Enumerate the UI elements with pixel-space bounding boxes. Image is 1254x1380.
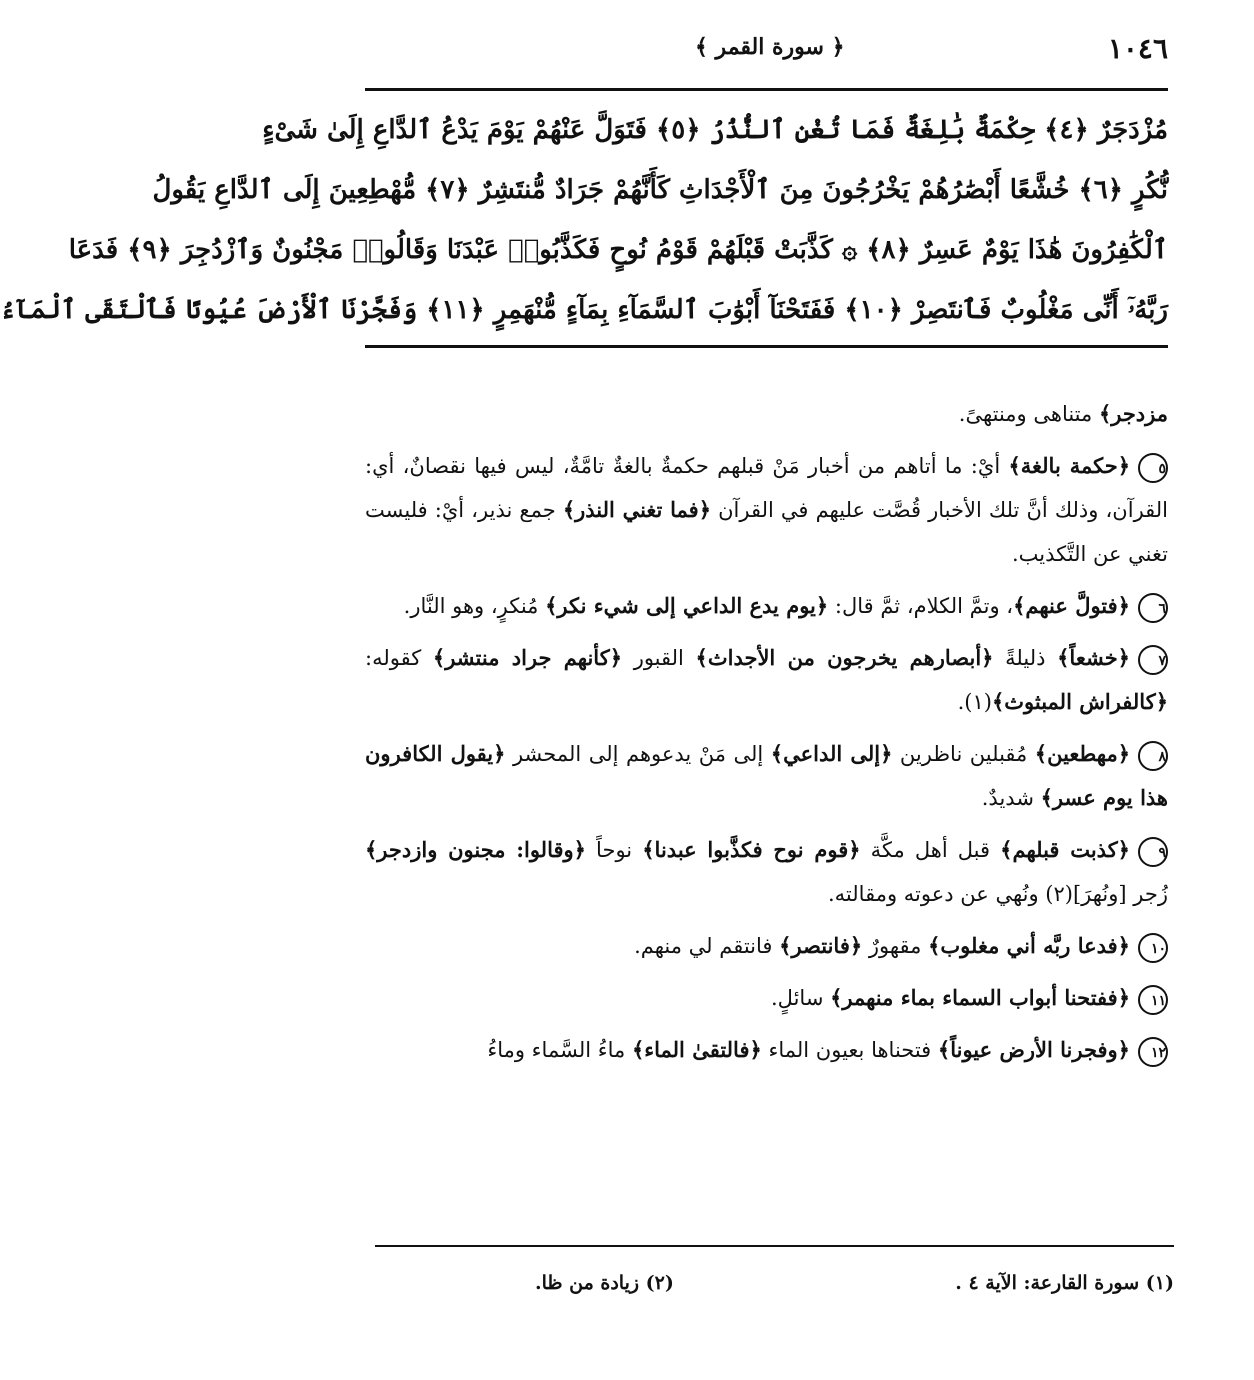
quoted-phrase: ﴿كذبت قبلهم﴾ <box>1000 837 1130 862</box>
quoted-phrase: ﴿فالتقىٰ الماء﴾ <box>631 1037 762 1062</box>
commentary-text: متناهى ومنتهىً. <box>958 402 1099 426</box>
quran-line: نُّكُرٍ ﴿٦﴾ خُشَّعًا أَبْصَٰرُهُمْ يَخْرُجُونَ مِنَ ٱلْأَجْدَاثِ كَأَنَّهُمْ جَرَادٌ مُّنتَشِرٌ ﴿٧﴾ مُّهْطِعِينَ إِلَى ٱلدَّاعِ يَقُولُ <box>152 175 1168 205</box>
tafsir-commentary <box>365 392 1168 1080</box>
verse-number-badge: ١٠ <box>1138 933 1168 963</box>
quoted-phrase: ﴿حكمة بالغة﴾ <box>1008 453 1130 478</box>
commentary-text: فانتقم لي منهم. <box>634 934 780 958</box>
tafsir-paragraph <box>365 1028 1168 1072</box>
commentary-text: مقهورٌ <box>862 934 929 958</box>
commentary-text: شديدٌ. <box>981 786 1041 810</box>
middle-divider <box>365 345 1168 348</box>
tafsir-paragraph <box>365 636 1168 724</box>
quoted-phrase: ﴿وفجرنا الأرض عيوناً﴾ <box>937 1037 1130 1062</box>
commentary-text: نوحاً <box>585 838 643 862</box>
verse-number-badge: ٥ <box>1138 453 1168 483</box>
commentary-text: ذليلةً <box>993 646 1058 670</box>
verse-number-badge: ٧ <box>1138 645 1168 675</box>
quoted-phrase: ﴿فتولَّ عنهم﴾ <box>1013 593 1130 618</box>
verse-number-badge: ٩ <box>1138 837 1168 867</box>
quoted-phrase: ﴿مهطعين﴾ <box>1034 741 1131 766</box>
quoted-phrase: ﴿فما تغني النذر﴾ <box>562 497 712 522</box>
tafsir-paragraph <box>365 444 1168 576</box>
quran-text-block <box>0 102 1168 338</box>
commentary-text: مُقبلين ناظرين <box>892 742 1035 766</box>
commentary-text: جمع نذير، أيْ: فليست تغني عن التَّكذيب. <box>365 498 1168 566</box>
quoted-phrase: ﴿خشعاً﴾ <box>1057 645 1130 670</box>
commentary-text: أيْ: ما أتاهم من أخبار مَنْ قبلهم حكمةٌ بالغةٌ تامَّةٌ، ليس فيها نقصانٌ، أي: القرآن، وذلك أنَّ تلك الأخبار قُصَّت عليهم في القرآن <box>365 454 1169 522</box>
page-header <box>365 28 1168 72</box>
commentary-text: سائلٍ. <box>771 986 831 1010</box>
surah-title: ﴿ سورة القمر ﴾ <box>695 34 845 60</box>
quoted-phrase: ﴿قوم نوح فكذَّبوا عبدنا﴾ <box>642 837 861 862</box>
quran-line: رَبَّهُۥٓ أَنِّى مَغْلُوبٌ فَٱنتَصِرْ ﴿١٠﴾ فَفَتَحْنَآ أَبْوَٰبَ ٱلسَّمَآءِ بِمَآءٍ مُّنْهَمِرٍ ﴿١١﴾ وَفَجَّرْنَا ٱلْأَرْضَ عُيُونًا فَٱلْتَقَى ٱلْمَآءُ <box>0 295 1168 325</box>
commentary-text: زُجر [ونُهرَ](٢) ونُهي عن دعوته ومقالته. <box>828 882 1168 906</box>
commentary-text: ، وتمَّ الكلام، ثمَّ قال: <box>828 594 1014 618</box>
tafsir-paragraph <box>365 828 1168 916</box>
footnote-divider <box>375 1245 1174 1247</box>
commentary-text: إلى مَنْ يدعوهم إلى المحشر <box>505 742 771 766</box>
quran-line: مُزْدَجَرٌ ﴿٤﴾ حِكْمَةٌ بَٰلِغَةٌ فَمَا تُغْنِ ٱلنُّذُرُ ﴿٥﴾ فَتَوَلَّ عَنْهُمْ يَوْمَ يَدْعُ ٱلدَّاعِ إِلَىٰ شَىْءٍ <box>262 115 1168 145</box>
quoted-phrase: ﴿ففتحنا أبواب السماء بماء منهمر﴾ <box>830 985 1130 1010</box>
footnote-ref: (١). <box>957 690 992 714</box>
verse-number-badge: ١٢ <box>1138 1037 1168 1067</box>
commentary-text: كقوله: <box>365 646 433 670</box>
commentary-text: القبور <box>622 646 696 670</box>
tafsir-paragraph <box>365 976 1168 1020</box>
footnote-2: (٢) زيادة من ظا. <box>535 1272 674 1294</box>
page-number: ١٠٤٦ <box>1107 32 1168 65</box>
tafsir-paragraph <box>365 584 1168 628</box>
top-divider <box>365 88 1168 91</box>
tafsir-paragraph <box>365 924 1168 968</box>
quoted-phrase: ﴿كأنهم جراد منتشر﴾ <box>432 645 623 670</box>
verse-number-badge: ٦ <box>1138 593 1168 623</box>
quoted-phrase: ﴿كالفراش المبثوث﴾ <box>991 689 1168 714</box>
tafsir-paragraph <box>365 732 1168 820</box>
quran-line: ٱلْكَٰفِرُونَ هَٰذَا يَوْمٌ عَسِرٌ ﴿٨﴾ ۞ كَذَّبَتْ قَبْلَهُمْ قَوْمُ نُوحٍ فَكَذَّبُوا۟ عَبْدَنَا وَقَالُوا۟ مَجْنُونٌ وَٱزْدُجِرَ ﴿٩﴾ فَدَعَا <box>68 235 1168 265</box>
commentary-text: ماءُ السَّماء وماءُ <box>487 1038 632 1062</box>
verse-number-badge: ١١ <box>1138 985 1168 1015</box>
footnotes <box>375 1272 1174 1302</box>
quoted-phrase: ﴿يقول الكافرون هذا يوم عسر﴾ <box>365 741 1168 810</box>
quoted-phrase: ﴿يوم يدع الداعي إلى شيء نكر﴾ <box>545 593 829 618</box>
tafsir-paragraph <box>365 392 1168 436</box>
quoted-phrase: ﴿أبصارهم يخرجون من الأجداث﴾ <box>695 645 994 670</box>
commentary-text: فتحناها بعيون الماء <box>761 1038 938 1062</box>
commentary-text: قبل أهل مكَّة <box>860 838 1001 862</box>
quoted-word: مزدجر﴾ <box>1098 401 1168 426</box>
quoted-phrase: ﴿فانتصر﴾ <box>779 933 863 958</box>
quoted-phrase: ﴿فدعا ربَّه أني مغلوب﴾ <box>928 933 1130 958</box>
quoted-phrase: ﴿وقالوا: مجنون وازدجر﴾ <box>365 837 586 862</box>
quoted-phrase: ﴿إلى الداعي﴾ <box>770 741 893 766</box>
verse-number-badge: ٨ <box>1138 741 1168 771</box>
commentary-text: مُنكرٍ، وهو النَّار. <box>403 594 546 618</box>
footnote-1: (١) سورة القارعة: الآية ٤ . <box>955 1272 1174 1294</box>
